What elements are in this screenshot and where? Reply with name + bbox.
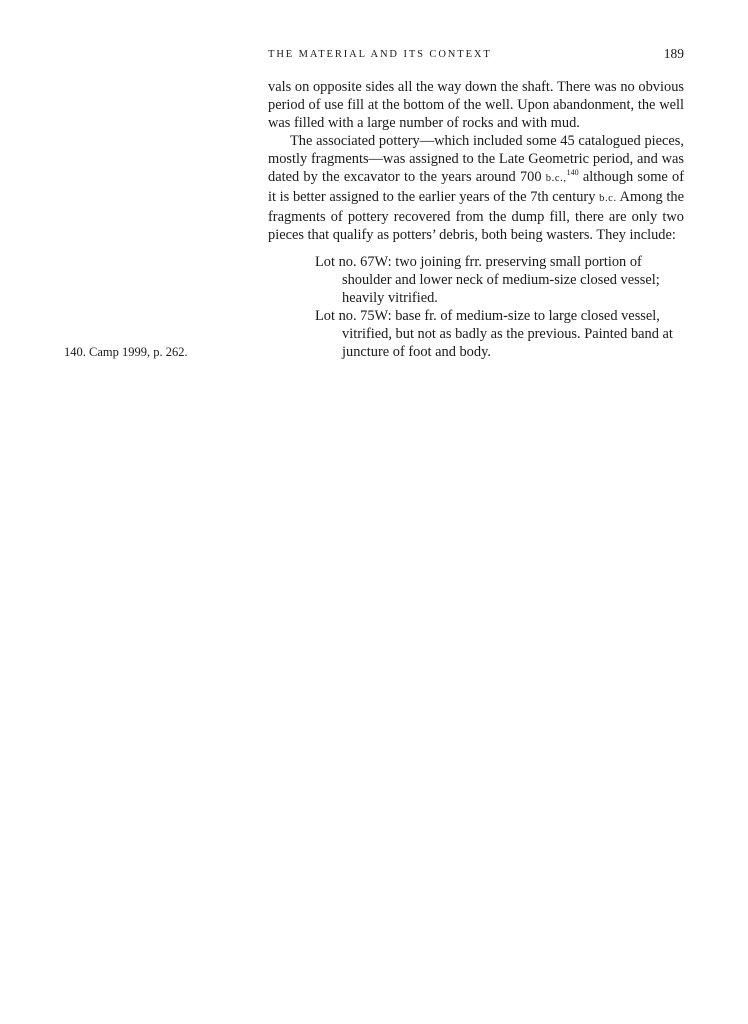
era-abbreviation: b.c., [545,173,567,184]
text-run: although some of it is better assigned to the earlier years of the 7th century [268,169,684,205]
paragraph: vals on opposite sides all the way down the shaft. There was no obvious period of use fill at the bottom of the well. Upon abandonment, the well was filled with a large number of rocks and with mud. [268,79,684,131]
footnote-reference[interactable]: 140 [566,168,579,177]
lot-list [315,253,684,361]
lot-entry: Lot no. 67W: two joining frr. preserving small portion of shoulder and lower neck of medium-size closed vessel; heavily vitrified. [315,254,660,306]
paragraph [268,132,684,244]
main-text-column [268,78,684,361]
page-number: 189 [663,46,684,61]
footnote: 140. Camp 1999, p. 262. [64,345,188,359]
text-run: Among the fragments of pottery recovered from the dump fill, there are only two pieces that qualify as potters’ debris, both being wasters. They include: [268,189,684,243]
era-abbreviation: b.c. [599,193,617,204]
running-head: THE MATERIAL AND ITS CONTEXT [268,49,492,60]
lot-entry: Lot no. 75W: base fr. of medium-size to large closed vessel, vitrified, but not as badly as the previous. Painted band at juncture of foot and body. [315,308,673,360]
text-run: The associated pottery—which included some 45 catalogued pieces, mostly fragments—was assigned to the Late Geometric period, and was dated by the excavator to the years around 700 [268,133,684,185]
